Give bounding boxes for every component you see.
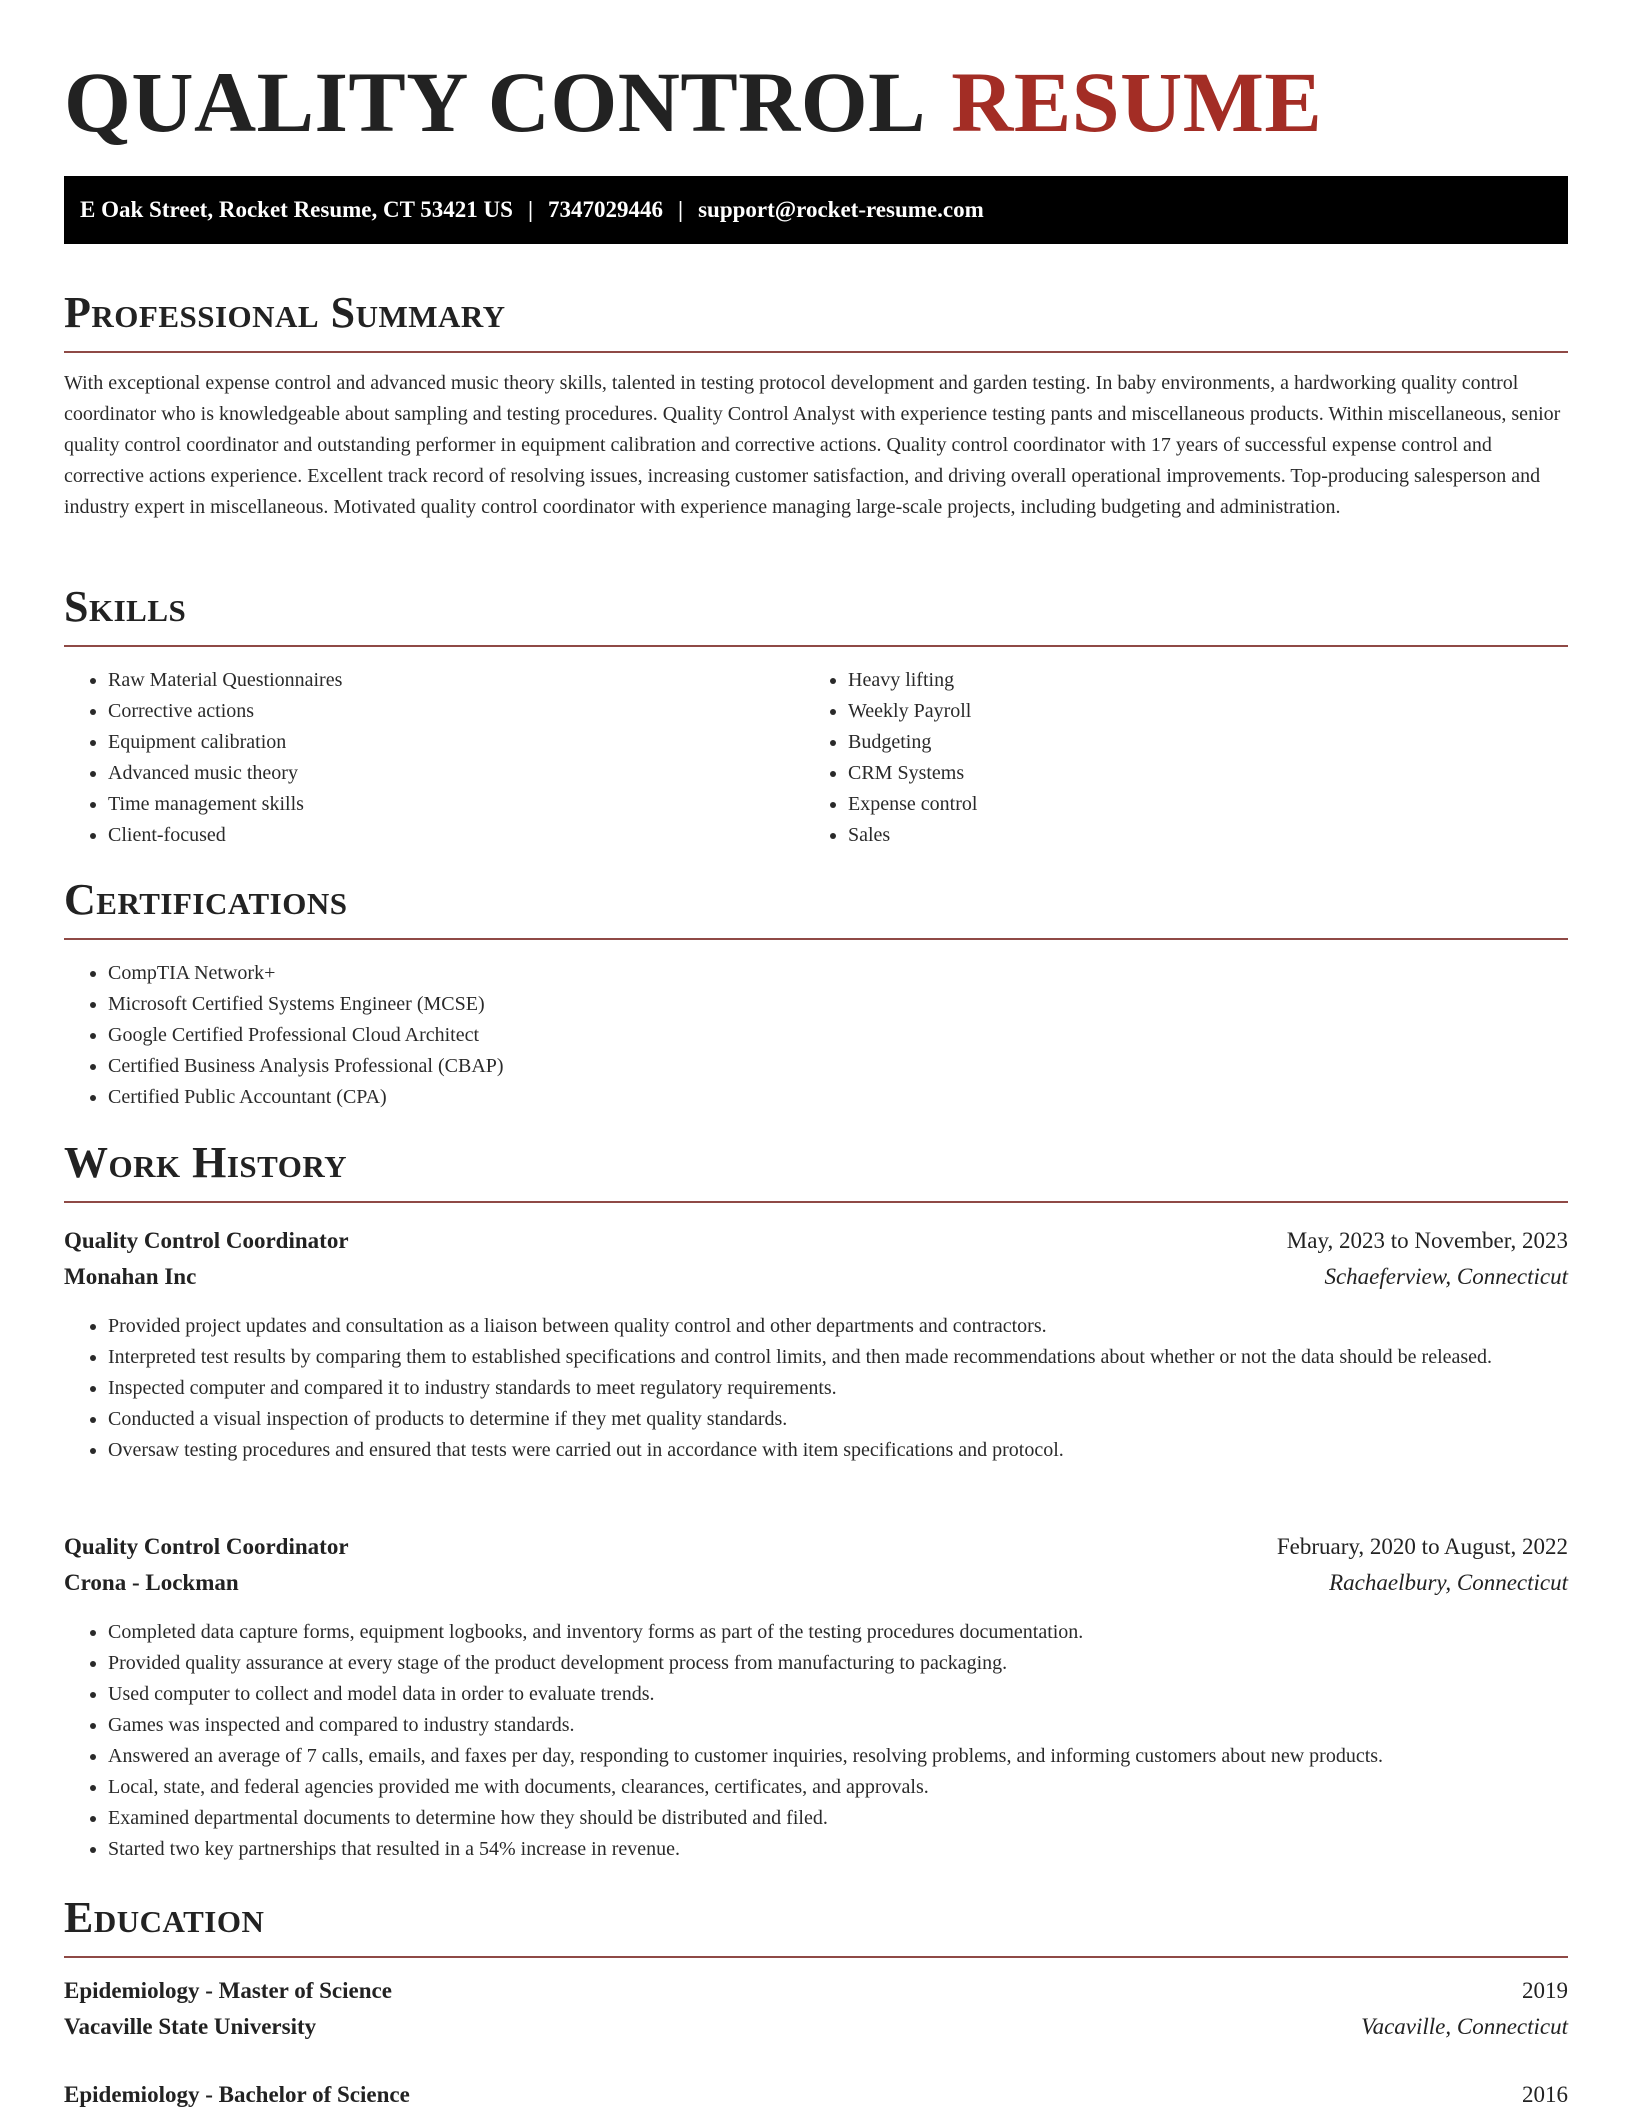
contact-bar xyxy=(64,176,1568,244)
skill-item: • Raw Material Questionnaires xyxy=(108,665,808,696)
job-duty: • Conducted a visual inspection of products to determine if they met quality standards. xyxy=(108,1404,1568,1435)
job-location: Rachaelbury, Connecticut xyxy=(1329,1570,1568,1595)
job-duty: • Completed data capture forms, equipment logbooks, and inventory forms as part of the testing procedures documentation. xyxy=(108,1617,1568,1648)
job-duty: • Started two key partnerships that resulted in a 54% increase in revenue. xyxy=(108,1834,1568,1865)
job-duty: • Oversaw testing procedures and ensured that tests were carried out in accordance with item specifications and protocol. xyxy=(108,1435,1568,1466)
job-dates: May, 2023 to November, 2023 xyxy=(1286,1228,1568,1253)
section-divider xyxy=(64,1956,1568,1958)
section-divider xyxy=(64,645,1568,647)
contact-separator: | xyxy=(678,197,684,222)
contact-email[interactable]: support@rocket-resume.com xyxy=(698,197,984,222)
skill-item: • Client-focused xyxy=(108,820,808,851)
section-divider xyxy=(64,1201,1568,1203)
section-title-summary: Professional Summary xyxy=(64,288,506,337)
job-duty: • Answered an average of 7 calls, emails, and faxes per day, responding to customer inquiries, resolving problems, and informing customers about new products. xyxy=(108,1741,1568,1772)
job-company: Monahan Inc xyxy=(64,1264,197,1289)
job-duties-list xyxy=(64,1617,1568,1865)
job-duty: • Examined departmental documents to determine how they should be distributed and filed. xyxy=(108,1803,1568,1834)
job-duty: • Local, state, and federal agencies provided me with documents, clearances, certificates, and approvals. xyxy=(108,1772,1568,1803)
contact-separator: | xyxy=(527,197,534,222)
education-degree: Epidemiology - Bachelor of Science xyxy=(64,2082,410,2107)
skill-item: • Sales xyxy=(848,820,1548,851)
contact-address: E Oak Street, Rocket Resume, CT 53421 US xyxy=(80,197,513,222)
job-company: Crona - Lockman xyxy=(64,1570,239,1595)
section-title-education: Education xyxy=(64,1893,265,1942)
job-duty: • Used computer to collect and model data in order to evaluate trends. xyxy=(108,1679,1568,1710)
title-accent: RESUME xyxy=(951,54,1323,150)
job-duty: • Inspected computer and compared it to industry standards to meet regulatory requirements. xyxy=(108,1373,1568,1404)
skill-item: • Equipment calibration xyxy=(108,727,808,758)
section-divider xyxy=(64,938,1568,940)
certification-item: • Certified Business Analysis Professional (CBAP) xyxy=(108,1051,1568,1082)
job-title: Quality Control Coordinator xyxy=(64,1228,349,1253)
education-year: 2016 xyxy=(1522,2082,1568,2107)
job-duty: • Games was inspected and compared to industry standards. xyxy=(108,1710,1568,1741)
job-duty: • Interpreted test results by comparing them to established specifications and control limits, and then made recommendations about whether or not the data should be released. xyxy=(108,1342,1568,1373)
contact-phone[interactable]: 7347029446 xyxy=(548,197,664,222)
certification-item: • Microsoft Certified Systems Engineer (MCSE) xyxy=(108,989,1568,1020)
skill-item: • Heavy lifting xyxy=(848,665,1548,696)
skills-list-left xyxy=(64,665,808,851)
education-school: Vacaville State University xyxy=(64,2014,317,2039)
section-divider xyxy=(64,351,1568,353)
job-duties-list xyxy=(64,1311,1568,1466)
skills-list-right xyxy=(804,665,1548,851)
certification-item: • CompTIA Network+ xyxy=(108,958,1568,989)
job-duty: • Provided project updates and consultation as a liaison between quality control and other departments and contractors. xyxy=(108,1311,1568,1342)
skill-item: • Expense control xyxy=(848,789,1548,820)
education-degree: Epidemiology - Master of Science xyxy=(64,1978,392,2003)
section-title-certifications: Certifications xyxy=(64,875,348,924)
job-dates: February, 2020 to August, 2022 xyxy=(1276,1534,1568,1559)
title-first: QUALITY CONTROL xyxy=(64,54,922,150)
education-year: 2019 xyxy=(1522,1978,1568,2003)
education-location: Vacaville, Connecticut xyxy=(1361,2014,1568,2039)
certifications-list xyxy=(64,958,1568,1113)
skill-item: • Weekly Payroll xyxy=(848,696,1548,727)
skill-item: • Time management skills xyxy=(108,789,808,820)
skill-item: • Corrective actions xyxy=(108,696,808,727)
skill-item: • Advanced music theory xyxy=(108,758,808,789)
section-title-work-history: Work History xyxy=(64,1138,348,1187)
skill-item: • CRM Systems xyxy=(848,758,1548,789)
skill-item: • Budgeting xyxy=(848,727,1548,758)
resume-title xyxy=(64,52,1322,152)
job-duty: • Provided quality assurance at every stage of the product development process from manufacturing to packaging. xyxy=(108,1648,1568,1679)
certification-item: • Certified Public Accountant (CPA) xyxy=(108,1082,1568,1113)
job-location: Schaeferview, Connecticut xyxy=(1324,1264,1568,1289)
summary-text: With exceptional expense control and advanced music theory skills, talented in testing protocol development and garden testing. In baby environments, a hardworking quality control coordinator who is knowledgeable about sampling and testing procedures. Quality Control Analyst with experience testing pants and miscellaneous products. Within miscellaneous, senior quality control coordinator and outstanding performer in equipment calibration and corrective actions. Quality control coordinator with 17 years of successful expense control and corrective actions experience. Excellent track record of resolving issues, increasing customer satisfaction, and driving overall operational improvements. Top-producing salesperson and industry expert in miscellaneous. Motivated quality control coordinator with experience managing large-scale projects, including budgeting and administration. xyxy=(64,372,1561,518)
certification-item: • Google Certified Professional Cloud Architect xyxy=(108,1020,1568,1051)
section-title-skills: Skills xyxy=(64,582,187,631)
job-title: Quality Control Coordinator xyxy=(64,1534,349,1559)
